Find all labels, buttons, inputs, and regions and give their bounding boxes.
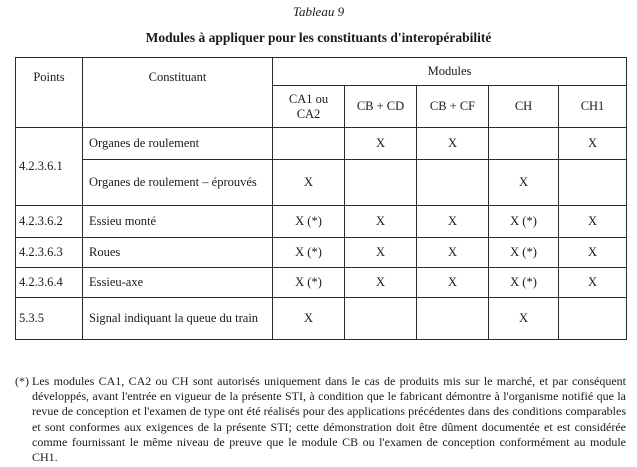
module-cell: X (*) — [489, 206, 559, 238]
module-cell — [417, 298, 489, 340]
row-constituant: Essieu-axe — [83, 268, 273, 298]
header-module-col: CB + CD — [345, 86, 417, 128]
module-cell: X (*) — [273, 238, 345, 268]
row-point: 5.3.5 — [16, 298, 83, 340]
table-row — [16, 206, 627, 238]
header-constituant: Constituant — [83, 58, 273, 128]
module-cell: X — [559, 268, 627, 298]
footnote — [15, 374, 626, 465]
module-cell — [345, 298, 417, 340]
module-cell: X — [489, 298, 559, 340]
module-cell: X (*) — [489, 268, 559, 298]
header-module-col: CH1 — [559, 86, 627, 128]
module-cell: X — [489, 160, 559, 206]
header-modules: Modules — [273, 58, 627, 86]
row-constituant: Signal indiquant la queue du train — [83, 298, 273, 340]
module-cell: X — [417, 128, 489, 160]
module-cell — [559, 298, 627, 340]
header-module-col: CB + CF — [417, 86, 489, 128]
table-row — [16, 160, 627, 206]
row-point: 4.2.3.6.2 — [16, 206, 83, 238]
table-row — [16, 238, 627, 268]
module-cell: X — [417, 206, 489, 238]
module-cell: X — [559, 238, 627, 268]
row-constituant: Organes de roulement — [83, 128, 273, 160]
module-cell: X — [559, 206, 627, 238]
module-cell: X — [345, 206, 417, 238]
module-cell: X (*) — [273, 206, 345, 238]
table-row — [16, 298, 627, 340]
footnote-text: Les modules CA1, CA2 ou CH sont autorisés uniquement dans le cas de produits mis sur le marché, et par conséquent développés, avant l'entrée en vigueur de la présente STI, à condition que le fabricant démontre à l'organisme notifié que la revue de conception et l'examen de type ont été réalisés pour des applications précédentes dans des conditions comparables et sont conformes aux exigences de la présente STI; cette démonstration doit être dûment documentée et est considérée comme fournissant le même niveau de preuve que le module CB ou l'examen de conception conformément au module CH1. — [32, 374, 626, 465]
module-cell: X — [345, 268, 417, 298]
module-cell: X — [345, 128, 417, 160]
module-cell — [345, 160, 417, 206]
header-module-col: CH — [489, 86, 559, 128]
module-cell: X — [273, 298, 345, 340]
module-cell: X — [345, 238, 417, 268]
row-constituant: Essieu monté — [83, 206, 273, 238]
table-row — [16, 128, 627, 160]
header-module-col: CA1 ou CA2 — [273, 86, 345, 128]
modules-table — [15, 57, 627, 340]
module-cell — [489, 128, 559, 160]
table-title: Modules à appliquer pour les constituants d'interopérabilité — [145, 30, 492, 45]
module-cell: X (*) — [273, 268, 345, 298]
row-point: 4.2.3.6.1 — [16, 128, 83, 206]
row-constituant: Roues — [83, 238, 273, 268]
module-cell: X — [417, 268, 489, 298]
module-cell — [417, 160, 489, 206]
module-cell — [273, 128, 345, 160]
row-point: 4.2.3.6.4 — [16, 268, 83, 298]
footnote-mark: (*) — [15, 374, 29, 388]
header-points: Points — [16, 58, 83, 128]
table-caption: Tableau 9 — [292, 4, 345, 19]
table-row — [16, 268, 627, 298]
module-cell: X — [559, 128, 627, 160]
module-cell: X (*) — [489, 238, 559, 268]
module-cell: X — [417, 238, 489, 268]
row-point: 4.2.3.6.3 — [16, 238, 83, 268]
row-constituant: Organes de roulement – éprouvés — [83, 160, 273, 206]
module-cell — [559, 160, 627, 206]
module-cell: X — [273, 160, 345, 206]
